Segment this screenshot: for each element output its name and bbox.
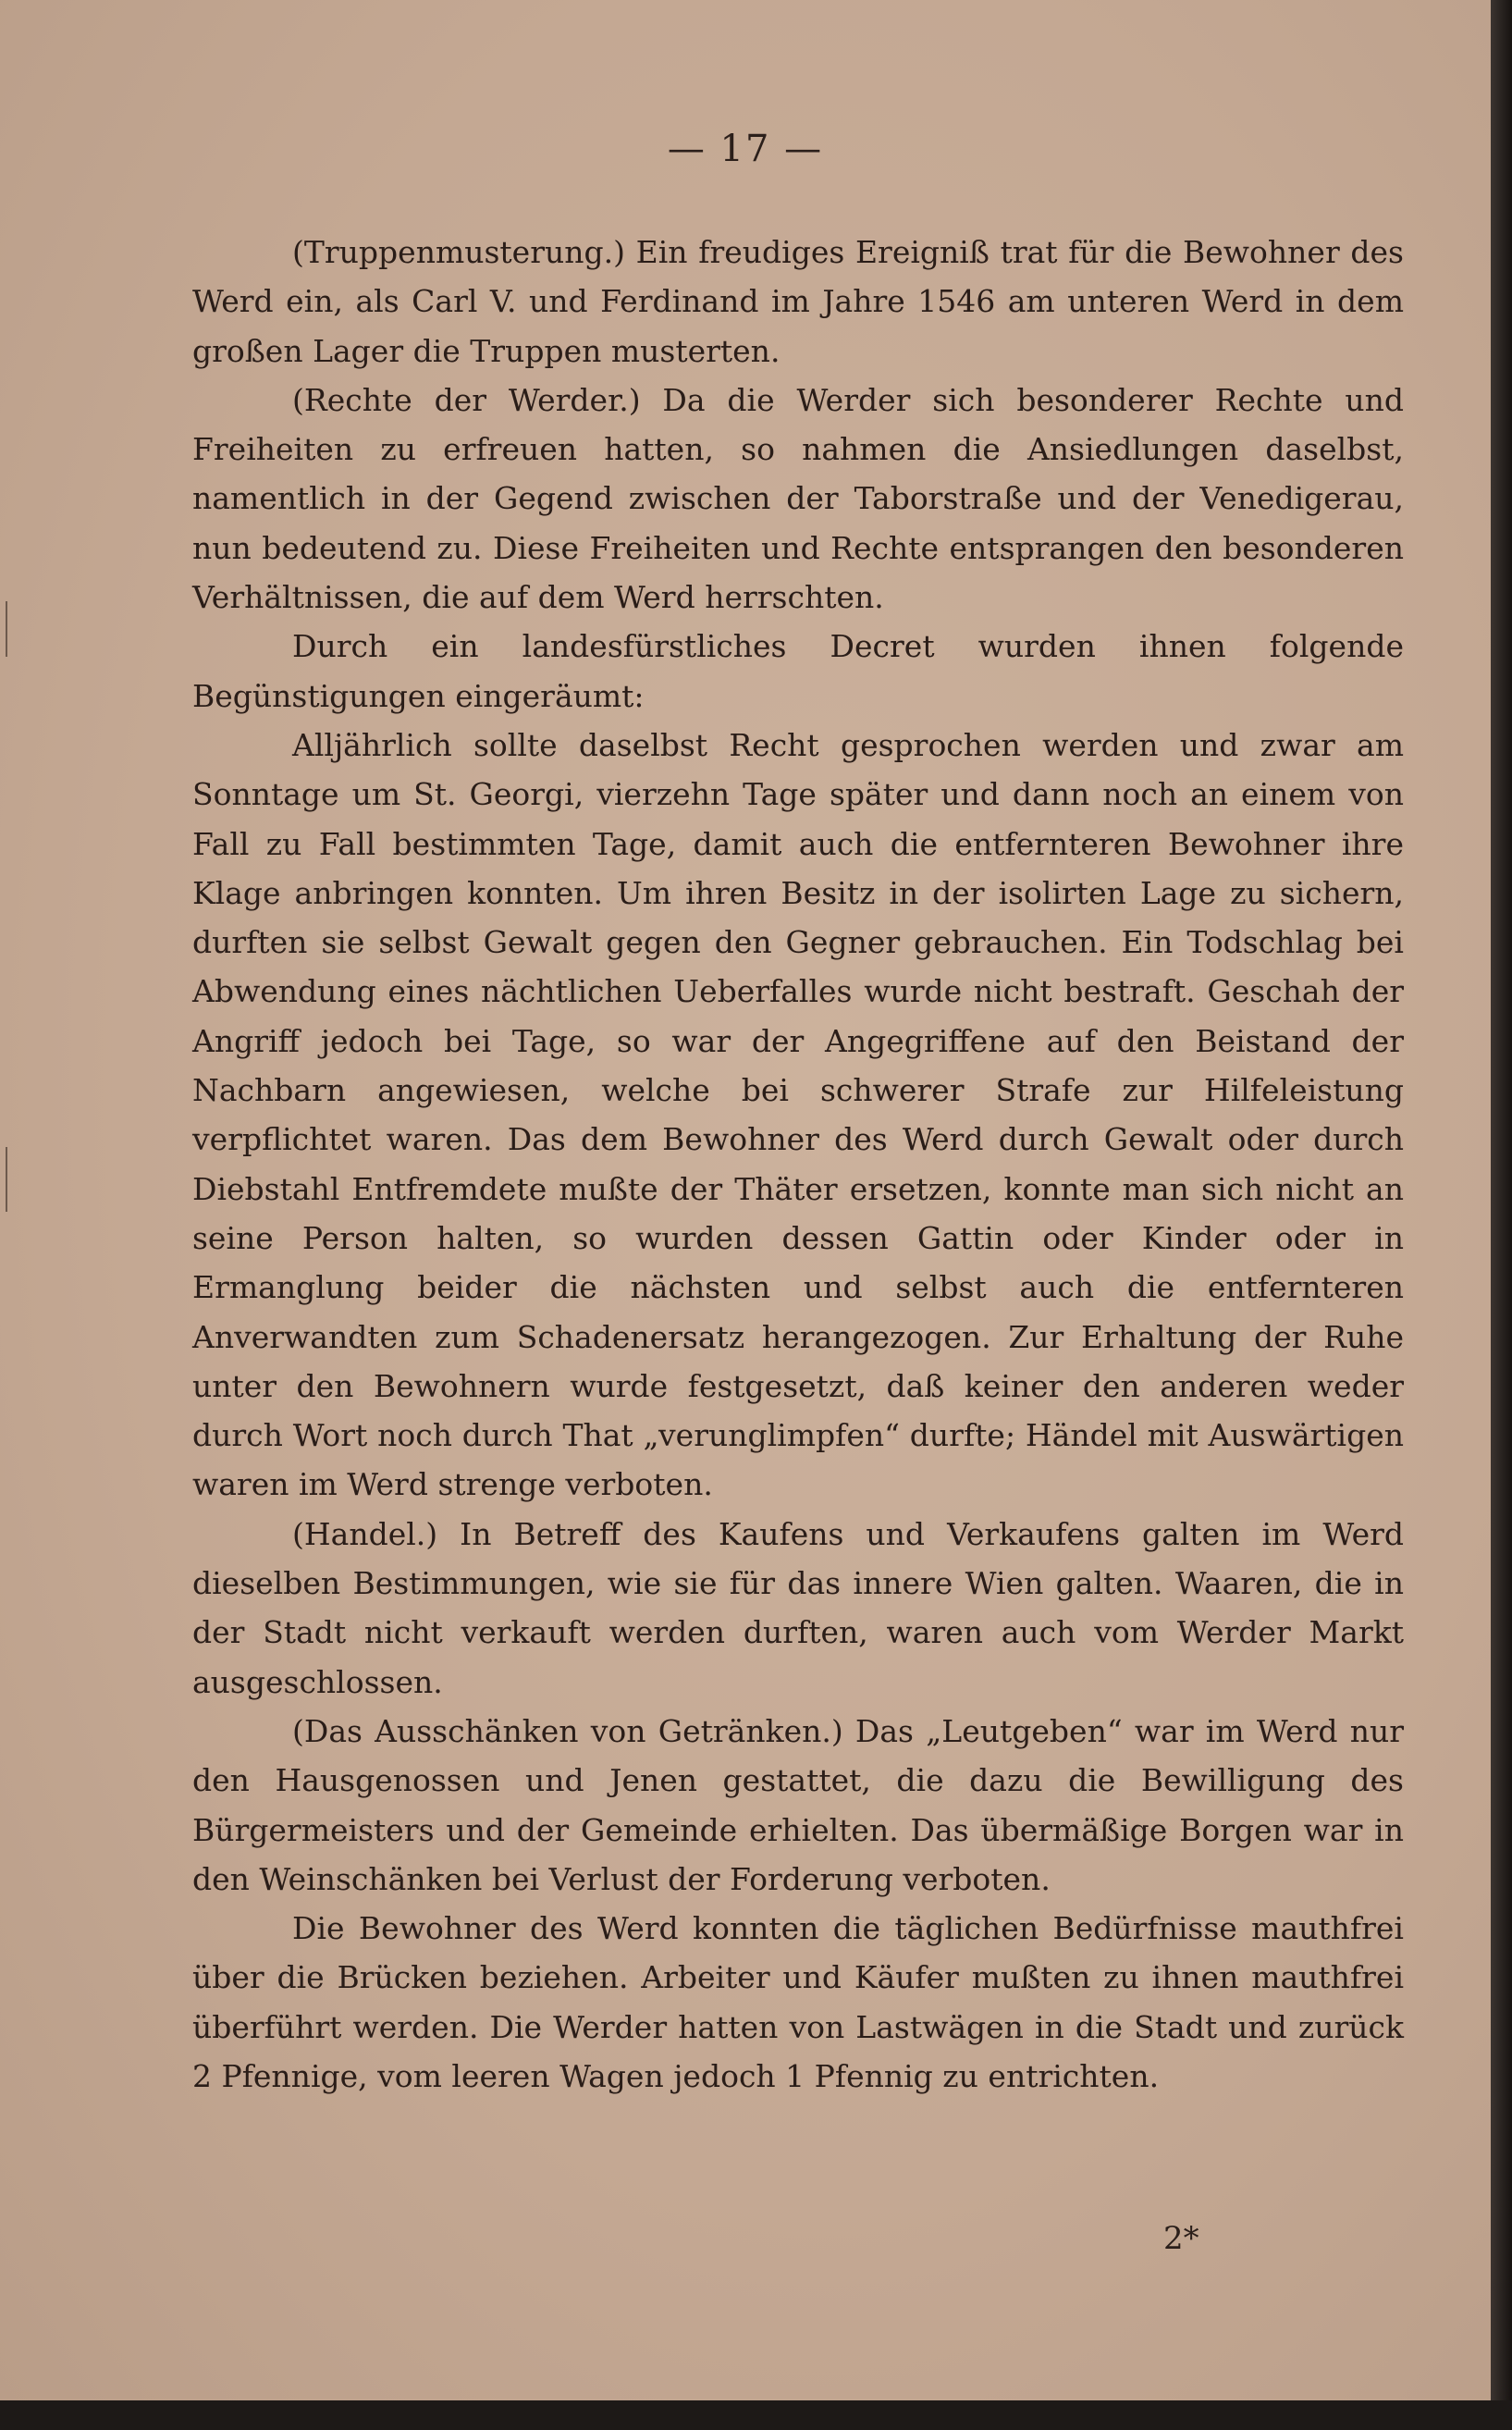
margin-mark (6, 1147, 7, 1212)
paragraph-rechtsprechung: Alljährlich sollte daselbst Recht gesprochen werden und zwar am Sonntage um St. Georgi, vierzehn Tage später und dann noch an einem von Fall zu Fall bestimmten Tage, damit auch die entfernteren Bewohner ihre Klage anbringen konnten. Um ihren Besitz in der isolirten Lage zu sichern, durften sie selbst Gewalt gegen den Gegner gebrauchen. Ein Todschlag bei Abwendung eines nächtlichen Ueberfalles wurde nicht bestraft. Geschah der Angriff jedoch bei Tage, so war der Angegriffene auf den Beistand der Nachbarn angewiesen, welche bei schwerer Strafe zur Hilfeleistung verpflichtet waren. Das dem Bewohner des Werd durch Gewalt oder durch Diebstahl Entfremdete mußte der Thäter ersetzen, konnte man sich nicht an seine Person halten, so wurden dessen Gattin oder Kinder oder in Ermanglung beider die nächsten und selbst auch die entfernteren Anverwandten zum Schadenersatz herangezogen. Zur Erhaltung der Ruhe unter den Bewohnern wurde festgesetzt, daß keiner den anderen weder durch Wort noch durch That „verunglimpfen“ durfte; Händel mit Auswärtigen waren im Werd strenge verboten. (192, 726, 1404, 1503)
paragraph-rechte-der-werder: (Rechte der Werder.) Da die Werder sich besonderer Rechte und Freiheiten zu erfreuen hatten, so nahmen die Ansiedlungen daselbst, namentlich in der Gegend zwischen der Taborstraße und der Venedigerau, nun bedeutend zu. Diese Freiheiten und Rechte entsprangen den besonderen Verhältnissen, die auf dem Werd herrschten. (192, 381, 1404, 616)
paragraph-decret: Durch ein landesfürstliches Decret wurden ihnen folgende Begünstigungen eingeräumt: (192, 628, 1404, 714)
paragraph-handel: (Handel.) In Betreff des Kaufens und Verkaufens galten im Werd dieselben Bestimmungen, wie sie für das innere Wien galten. Waaren, die in der Stadt nicht verkauft werden durften, waren auch vom Werder Markt ausgeschlossen. (192, 1515, 1404, 1700)
signature-mark: 2* (1163, 2220, 1199, 2257)
book-edge (1491, 0, 1512, 2430)
paragraph-truppenmusterung: (Truppenmusterung.) Ein freudiges Ereigniß trat für die Bewohner des Werd ein, als Carl V. und Ferdinand im Jahre 1546 am unteren Werd in dem großen Lager die Truppen musterten. (192, 234, 1404, 369)
margin-mark (6, 601, 7, 657)
paragraph-mauth: Die Bewohner des Werd konnten die täglichen Bedürfnisse mauthfrei über die Brücken beziehen. Arbeiter und Käufer mußten zu ihnen mauthfrei überführt werden. Die Werder hatten von Lastwägen in die Stadt und zurück 2 Pfennige, vom leeren Wagen jedoch 1 Pfennig zu entrichten. (192, 1910, 1404, 2094)
body-text (192, 228, 1404, 2101)
page-number: — 17 — (667, 128, 824, 170)
paragraph-ausschaenken: (Das Ausschänken von Getränken.) Das „Leutgeben“ war im Werd nur den Hausgenossen und Jenen gestattet, die dazu die Bewilligung des Bürgermeisters und der Gemeinde erhielten. Das übermäßige Borgen war in den Weinschänken bei Verlust der Forderung verboten. (192, 1712, 1404, 1897)
book-bottom-edge (0, 2400, 1512, 2430)
